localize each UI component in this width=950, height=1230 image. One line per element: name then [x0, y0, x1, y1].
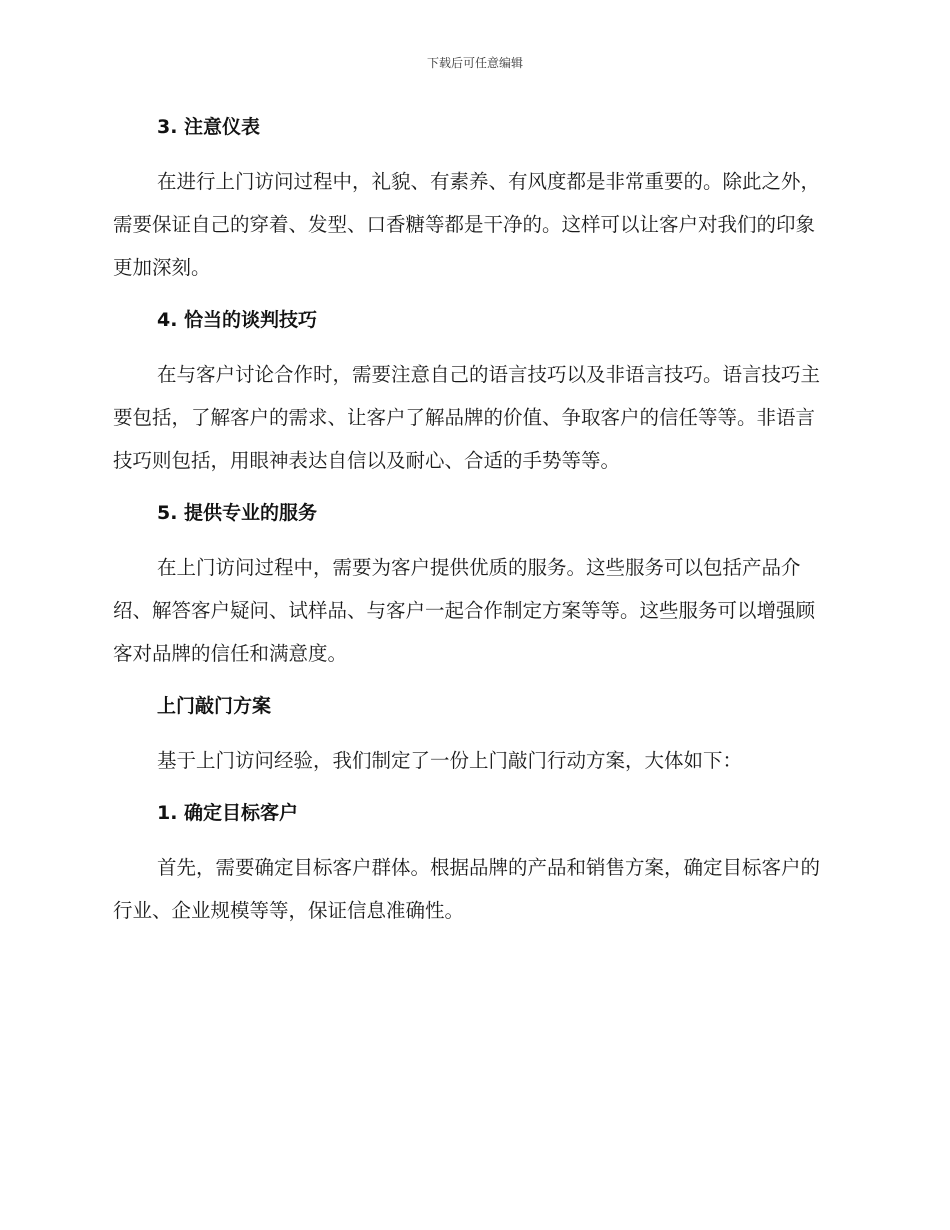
section-heading: 3. 注意仪表: [157, 116, 261, 138]
section-target-customers: [113, 794, 833, 932]
section-heading: 上门敲门方案: [157, 695, 272, 717]
section-heading: 4. 恰当的谈判技巧: [157, 309, 318, 331]
section-negotiation: [113, 301, 833, 482]
section-service: [113, 494, 833, 675]
section-paragraph: 在上门访问过程中，需要为客户提供优质的服务。这些服务可以包括产品介绍、解答客户疑问、试样品、与客户一起合作制定方案等等。这些服务可以增强顾客对品牌的信任和满意度。: [113, 556, 816, 665]
section-paragraph: 在与客户讨论合作时，需要注意自己的语言技巧以及非语言技巧。语言技巧主要包括，了解客户的需求、让客户了解品牌的价值、争取客户的信任等等。非语言技巧则包括，用眼神表达自信以及耐心、合适的手势等等。: [113, 363, 821, 472]
page-header: 下载后可任意编辑: [426, 56, 523, 70]
document-body: [113, 108, 833, 932]
section-paragraph: 基于上门访问经验，我们制定了一份上门敲门行动方案，大体如下：: [157, 749, 743, 772]
section-paragraph: 在进行上门访问过程中，礼貌、有素养、有风度都是非常重要的。除此之外，需要保证自己的穿着、发型、口香糖等都是干净的。这样可以让客户对我们的印象更加深刻。: [113, 170, 821, 279]
section-door-knock-plan: [113, 687, 833, 782]
section-attire: [113, 108, 833, 289]
section-heading: 5. 提供专业的服务: [157, 502, 318, 524]
section-paragraph: 首先，需要确定目标客户群体。根据品牌的产品和销售方案，确定目标客户的行业、企业规模等等，保证信息准确性。: [113, 856, 821, 922]
section-heading: 1. 确定目标客户: [157, 802, 299, 824]
